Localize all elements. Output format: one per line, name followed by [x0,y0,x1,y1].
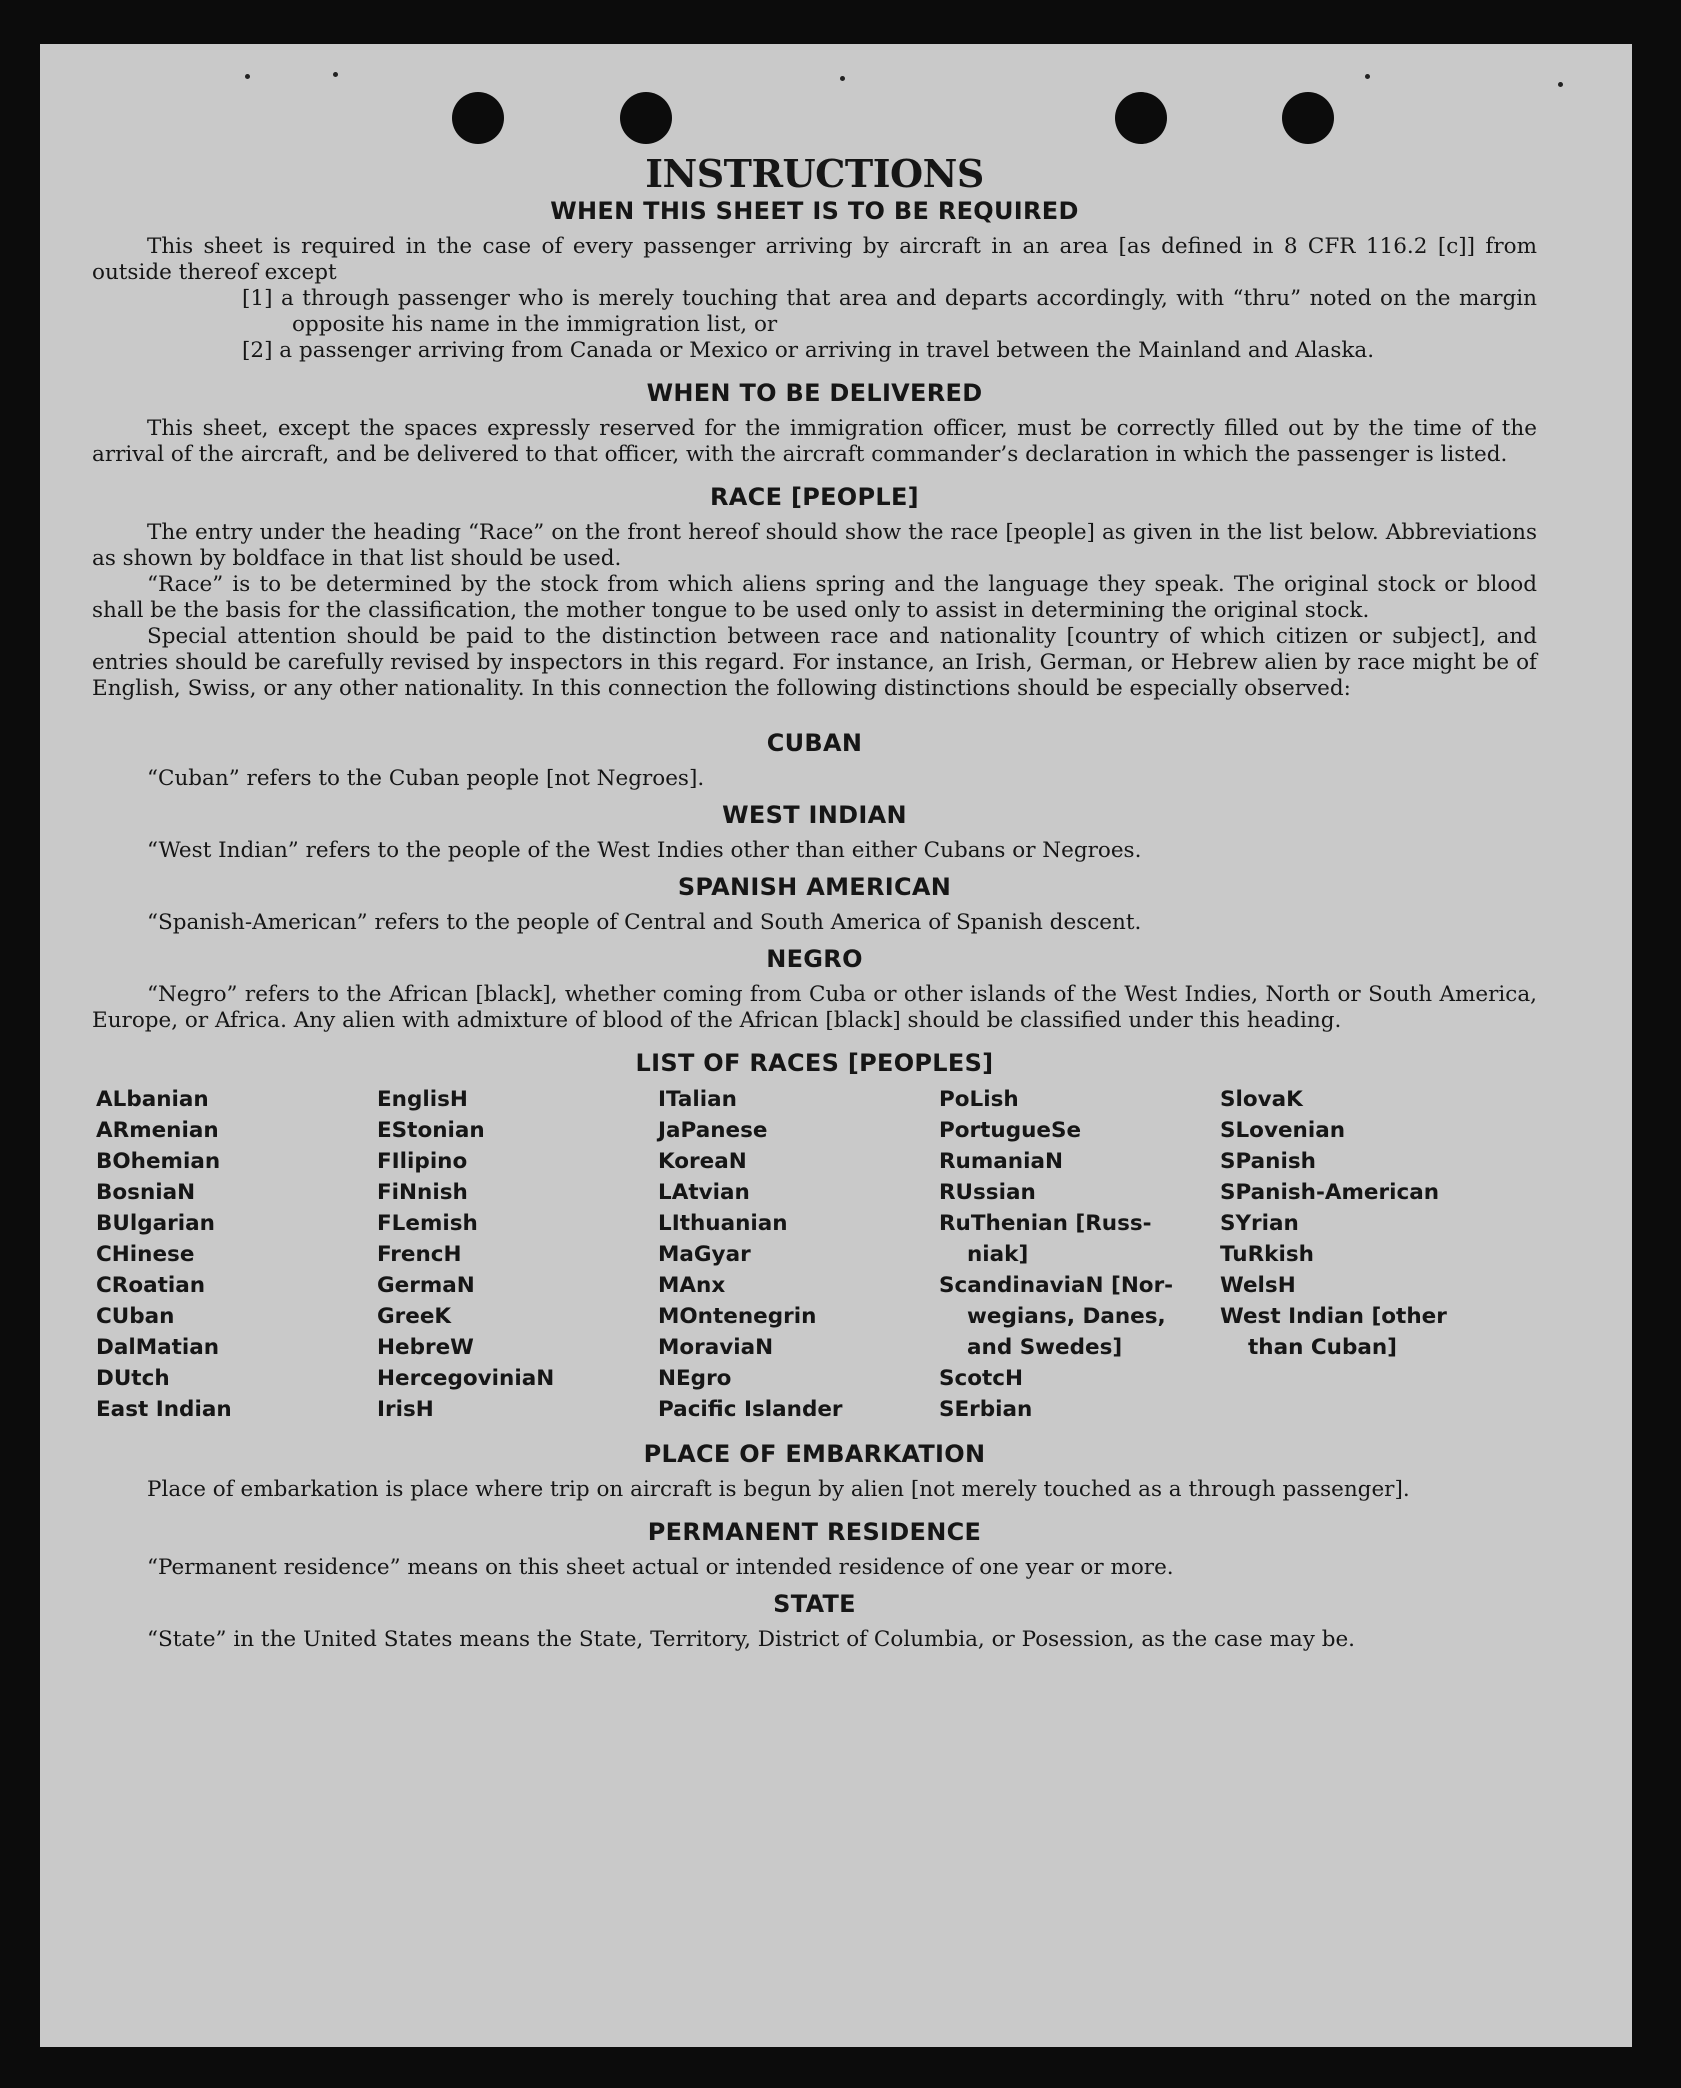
race-list-item: WelsH [1220,1273,1296,1298]
exception-item-2: [2] a passenger arriving from Canada or Mexico or arriving in travel between the Mainland and Alaska. [242,338,1375,363]
negro-paragraph: “Negro” refers to the African [black], whether coming from Cuba or other islands of the West Indies, North or South America, Europe, or Africa. Any alien with admixture of blood of the African [black] should be classified under this heading. [92,982,1537,1033]
race-list-item: FIlipino [377,1149,468,1174]
section-heading-embarkation: PLACE OF EMBARKATION [643,1440,986,1468]
race-paragraph-2: “Race” is to be determined by the stock from which aliens spring and the language they speak. The original stock or blood shall be the basis for the classification, the mother tongue to be used only to assist in determining the original stock. [92,572,1537,623]
race-list-item: than Cuban] [1248,1335,1397,1360]
race-list-item: ScandinaviaN [Nor- [939,1273,1174,1298]
speck [1558,82,1563,87]
races-column-4 [939,1084,1220,1425]
race-list-item: West Indian [other [1220,1304,1447,1329]
residence-paragraph: “Permanent residence” means on this sheet actual or intended residence of one year or more. [147,1555,1174,1580]
race-list-item: EStonian [377,1118,485,1143]
speck [245,74,250,79]
speck [333,72,338,77]
state-paragraph: “State” in the United States means the State, Territory, District of Columbia, or Posession, as the case may be. [147,1627,1356,1652]
race-list-item: FLemish [377,1211,478,1236]
speck [1365,74,1370,79]
section-heading-west-indian: WEST INDIAN [722,801,907,829]
race-list-item: EnglisH [377,1087,468,1112]
race-list-item: ScotcH [939,1366,1024,1391]
race-list-item: MaGyar [658,1242,751,1267]
race-list-item: SLovenian [1220,1118,1346,1143]
race-list-item: LIthuanian [658,1211,788,1236]
race-list-item: PoLish [939,1087,1019,1112]
race-list-item: RumaniaN [939,1149,1063,1174]
west-indian-paragraph: “West Indian” refers to the people of the West Indies other than either Cubans or Negroes. [147,838,1142,863]
race-list-item: RuThenian [Russ- [939,1211,1152,1236]
required-paragraph: This sheet is required in the case of every passenger arriving by aircraft in an area [as defined in 8 CFR 116.2 [c]] from outside thereof except [92,234,1537,285]
race-list-item: SPanish-American [1220,1180,1440,1205]
race-list-item: niak] [967,1242,1029,1267]
race-list-item: FiNnish [377,1180,468,1205]
race-list-item: East Indian [96,1397,232,1422]
race-list-item: NEgro [658,1366,732,1391]
race-list-item: MOntenegrin [658,1304,817,1329]
race-list-item: TuRkish [1220,1242,1314,1267]
race-list-item: LAtvian [658,1180,750,1205]
race-list-item: BosniaN [96,1180,196,1205]
embarkation-paragraph: Place of embarkation is place where trip on aircraft is begun by alien [not merely touched as a through passenger]. [147,1477,1410,1502]
races-column-1 [96,1084,377,1425]
races-column-3 [658,1084,939,1425]
race-list-item: BUlgarian [96,1211,215,1236]
races-column-2 [377,1084,658,1425]
section-heading-delivered: WHEN TO BE DELIVERED [646,379,983,407]
race-paragraph-3: Special attention should be paid to the distinction between race and nationality [country of which citizen or subject], and entries should be carefully revised by inspectors in this regard. For instance, an Irish, German, or Hebrew alien by race might be of English, Swiss, or any other nationality. In this connection the following distinctions should be especially observed: [92,624,1537,701]
race-list-item: HebreW [377,1335,474,1360]
section-heading-cuban: CUBAN [766,729,863,757]
race-list-item: SErbian [939,1397,1033,1422]
section-heading-list-of-races: LIST OF RACES [PEOPLES] [635,1049,994,1077]
section-heading-negro: NEGRO [766,945,863,973]
section-heading-spanish-american: SPANISH AMERICAN [677,873,952,901]
race-list-item: HercegoviniaN [377,1366,555,1391]
race-list-item: GermaN [377,1273,475,1298]
race-list-item: CRoatian [96,1273,206,1298]
race-list-item: and Swedes] [967,1335,1123,1360]
instructions-content [92,110,1537,1653]
exception-item-1: [1] a through passenger who is merely touching that area and departs accordingly, with “thru” noted on the margin opposite his name in the immigration list, or [242,286,1537,337]
race-paragraph-1: The entry under the heading “Race” on the front hereof should show the race [people] as given in the list below. Abbreviations as shown by boldface in that list should be used. [92,520,1537,571]
section-heading-residence: PERMANENT RESIDENCE [647,1518,982,1546]
race-list-item: RUssian [939,1180,1036,1205]
race-list-item: KoreaN [658,1149,747,1174]
race-list-item: ARmenian [96,1118,219,1143]
section-heading-race: RACE [PEOPLE] [710,483,919,511]
race-list-item: ITalian [658,1087,737,1112]
race-list-item: SYrian [1220,1211,1299,1236]
race-list-item: CUban [96,1304,175,1329]
race-list-item: JaPanese [658,1118,768,1143]
race-list-item: MAnx [658,1273,726,1298]
race-list-item: IrisH [377,1397,434,1422]
race-list-item: PortugueSe [939,1118,1082,1143]
cuban-paragraph: “Cuban” refers to the Cuban people [not Negroes]. [147,766,705,791]
races-list [96,1084,1537,1425]
spanish-american-paragraph: “Spanish-American” refers to the people of Central and South America of Spanish descent. [147,910,1142,935]
race-list-item: Pacific Islander [658,1397,843,1422]
race-list-item: BOhemian [96,1149,221,1174]
races-column-5 [1220,1084,1501,1425]
race-list-item: SlovaK [1220,1087,1303,1112]
race-list-item: wegians, Danes, [967,1304,1166,1329]
section-heading-state: STATE [773,1590,856,1618]
race-list-item: FrencH [377,1242,462,1267]
race-list-item: SPanish [1220,1149,1316,1174]
speck [840,76,845,81]
race-list-item: CHinese [96,1242,195,1267]
race-list-item: DUtch [96,1366,170,1391]
page-title: INSTRUCTIONS [645,151,984,196]
section-heading-required: WHEN THIS SHEET IS TO BE REQUIRED [550,197,1079,225]
race-list-item: DalMatian [96,1335,220,1360]
delivered-paragraph: This sheet, except the spaces expressly reserved for the immigration officer, must be correctly filled out by the time of the arrival of the aircraft, and be delivered to that officer, with the aircraft commander’s declaration in which the passenger is listed. [92,416,1537,467]
race-list-item: GreeK [377,1304,452,1329]
race-list-item: MoraviaN [658,1335,774,1360]
race-list-item: ALbanian [96,1087,209,1112]
